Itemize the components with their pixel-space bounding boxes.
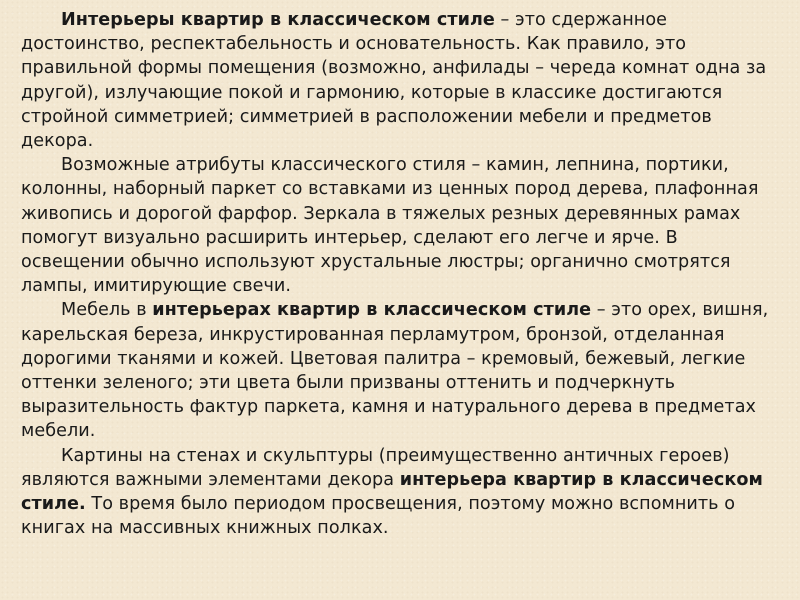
paragraph-4 — [21, 444, 778, 541]
paragraph-3-text-lead: Мебель в — [61, 300, 153, 321]
paragraph-2 — [21, 153, 778, 298]
paragraph-1-bold-heading: Интерьеры квартир в классическом стиле — [61, 10, 495, 30]
text-body — [21, 8, 778, 540]
paragraph-4-bold-phrase: интерьера квартир в классическом стиле. — [21, 469, 763, 515]
paragraph-1 — [21, 8, 778, 153]
paragraph-4-text-lead: Картины на стенах и скульптуры (преимущественно античных героев) являются важными элементами декора — [21, 445, 730, 490]
paragraph-2-text: Возможные атрибуты классического стиля – камин, лепнина, портики, колонны, наборный паркет со вставками из ценных пород дерева, плафонная живопись и дорогой фарфор. Зеркала в тяжелых резных деревянных рамах помогут визуально расширить интерьер, сделают его легче и ярче. В освещении обычно используют хрустальные люстры; органично смотрятся лампы, имитирующие свечи. — [21, 155, 759, 297]
paragraph-3-bold-phrase: интерьерах квартир в классическом стиле — [152, 300, 592, 321]
paragraph-3 — [21, 298, 778, 443]
paragraph-1-text: – это сдержанное достоинство, респектабельность и основательность. Как правило, это правильной формы помещения (возможно, анфилады – череда комнат одна за другой), излучающие покой и гармонию, которые в классике достигаются стройной симметрией; симметрией в расположении мебели и предметов декора. — [21, 10, 767, 152]
paragraph-3-text: – это орех, вишня, карельская береза, инкрустированная перламутром, бронзой, отделанная дорогими тканями и кожей. Цветовая палитра – кремовый, бежевый, легкие оттенки зеленого; эти цвета были призваны оттенить и подчеркнуть выразительность фактур паркета, камня и натурального дерева в предметах мебели. — [21, 300, 769, 442]
paragraph-4-text: То время было периодом просвещения, поэтому можно вспомнить о книгах на массивных книжных полках. — [21, 494, 736, 539]
